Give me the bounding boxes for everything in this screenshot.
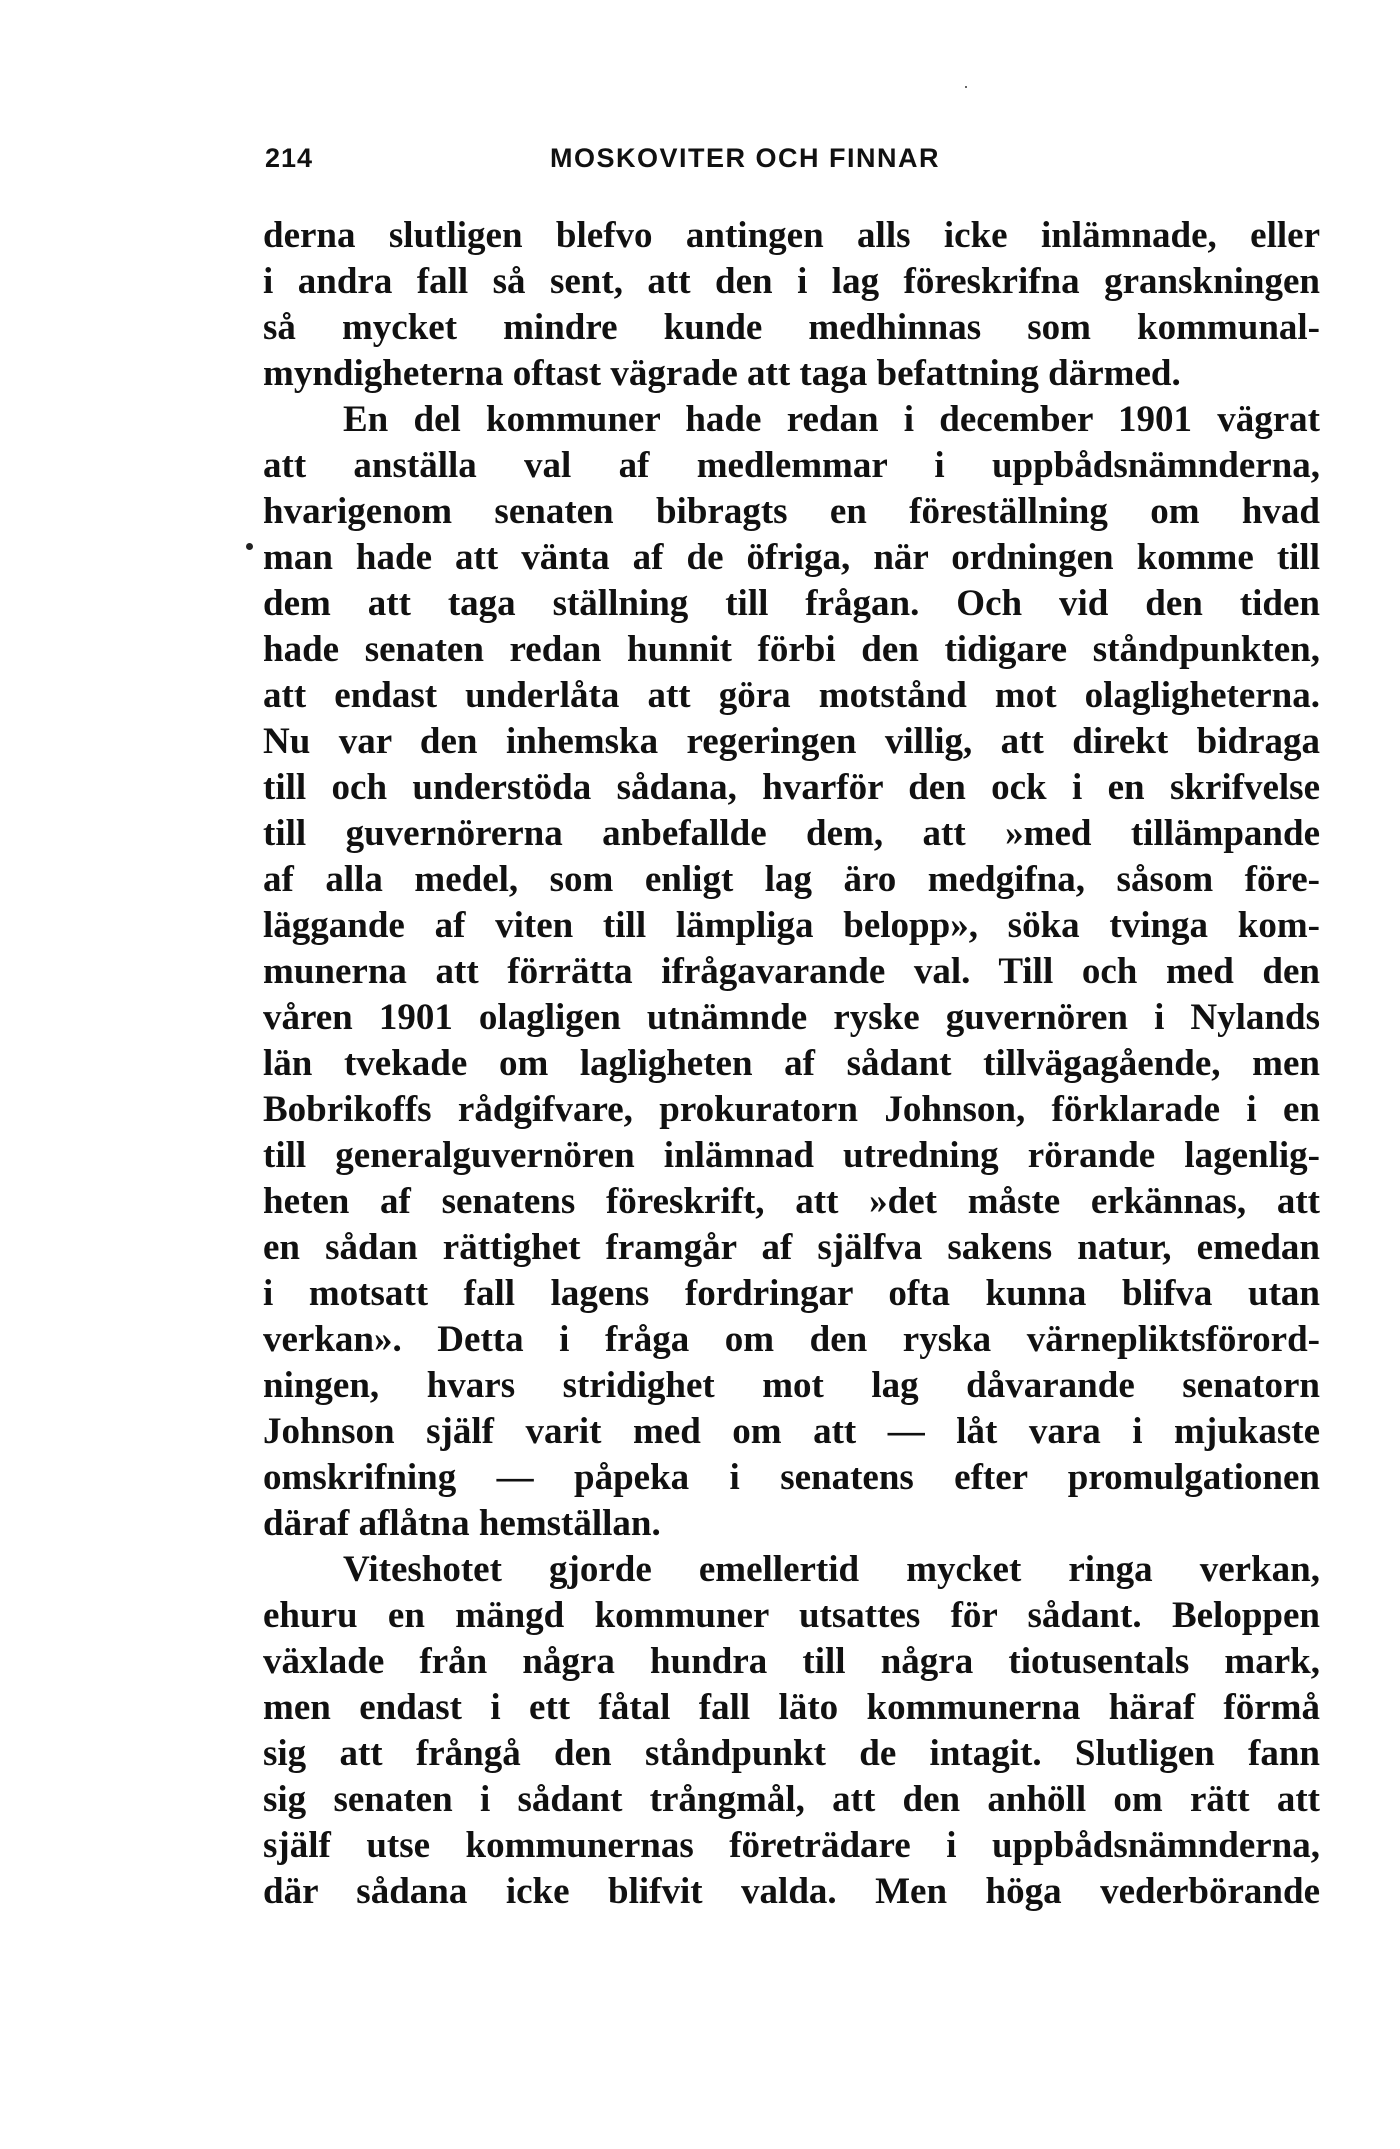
page-number: 214 xyxy=(265,143,314,173)
text-line: sig att frångå den ståndpunkt de intagit. Slutligen fann xyxy=(263,1733,1320,1774)
text-line: af alla medel, som enligt lag äro medgifna, såsom före- xyxy=(263,859,1320,900)
text-line: så mycket mindre kunde medhinnas som kommunal- xyxy=(263,307,1320,348)
text-line: dem att taga ställning till frågan. Och vid den tiden xyxy=(263,583,1320,624)
text-line: Johnson själf varit med om att — låt vara i mjukaste xyxy=(263,1411,1320,1452)
text-line: läggande af viten till lämpliga belopp», söka tvinga kom- xyxy=(263,905,1320,946)
text-line: sig senaten i sådant trångmål, att den anhöll om rätt att xyxy=(263,1779,1320,1820)
text-line: själf utse kommunernas företrädare i uppbådsnämnderna, xyxy=(263,1825,1320,1866)
text-line: myndigheterna oftast vägrade att taga befattning därmed. xyxy=(263,353,1181,394)
running-header xyxy=(265,143,1316,183)
text-line: däraf aflåtna hemställan. xyxy=(263,1503,661,1544)
text-line: till generalguvernören inlämnad utredning rörande lagenlig- xyxy=(263,1135,1320,1176)
text-line: att anställa val af medlemmar i uppbådsnämnderna, xyxy=(263,445,1320,486)
text-line: län tvekade om lagligheten af sådant tillvägagående, men xyxy=(263,1043,1320,1084)
text-line: omskrifning — påpeka i senatens efter promulgationen xyxy=(263,1457,1320,1498)
text-line: växlade från några hundra till några tiotusentals mark, xyxy=(263,1641,1320,1682)
body-text xyxy=(263,213,1320,1915)
running-title: MOSKOVITER OCH FINNAR xyxy=(550,143,941,173)
text-line: heten af senatens föreskrift, att »det måste erkännas, att xyxy=(263,1181,1320,1222)
text-line: att endast underlåta att göra motstånd mot olagligheterna. xyxy=(263,675,1320,716)
text-line: hvarigenom senaten bibragts en föreställning om hvad xyxy=(263,491,1320,532)
text-line: derna slutligen blefvo antingen alls icke inlämnade, eller xyxy=(263,215,1320,256)
text-line: till guvernörerna anbefallde dem, att »med tillämpande xyxy=(263,813,1320,854)
text-line: Bobrikoffs rådgifvare, prokuratorn Johnson, förklarade i en xyxy=(263,1089,1320,1130)
text-line: ningen, hvars stridighet mot lag dåvarande senatorn xyxy=(263,1365,1320,1406)
text-line: Nu var den inhemska regeringen villig, att direkt bidraga xyxy=(263,721,1320,762)
print-speck xyxy=(965,86,967,88)
text-line: Viteshotet gjorde emellertid mycket ringa verkan, xyxy=(343,1549,1320,1590)
text-line: hade senaten redan hunnit förbi den tidigare ståndpunkten, xyxy=(263,629,1320,670)
text-line: ehuru en mängd kommuner utsattes för sådant. Beloppen xyxy=(263,1595,1320,1636)
text-line: verkan». Detta i fråga om den ryska värnepliktsförord- xyxy=(263,1319,1320,1360)
text-line: våren 1901 olagligen utnämnde ryske guvernören i Nylands xyxy=(263,997,1320,1038)
text-line: En del kommuner hade redan i december 1901 vägrat xyxy=(343,399,1320,440)
text-line: en sådan rättighet framgår af själfva sakens natur, emedan xyxy=(263,1227,1320,1268)
margin-mark xyxy=(246,543,253,550)
text-line: till och understöda sådana, hvarför den ock i en skrifvelse xyxy=(263,767,1320,808)
text-line: munerna att förrätta ifrågavarande val. Till och med den xyxy=(263,951,1320,992)
text-line: man hade att vänta af de öfriga, när ordningen komme till xyxy=(263,537,1320,578)
text-line: i motsatt fall lagens fordringar ofta kunna blifva utan xyxy=(263,1273,1320,1314)
text-line: där sådana icke blifvit valda. Men höga vederbörande xyxy=(263,1871,1320,1912)
text-line: i andra fall så sent, att den i lag föreskrifna granskningen xyxy=(263,261,1320,302)
text-line: men endast i ett fåtal fall läto kommunerna häraf förmå xyxy=(263,1687,1320,1728)
